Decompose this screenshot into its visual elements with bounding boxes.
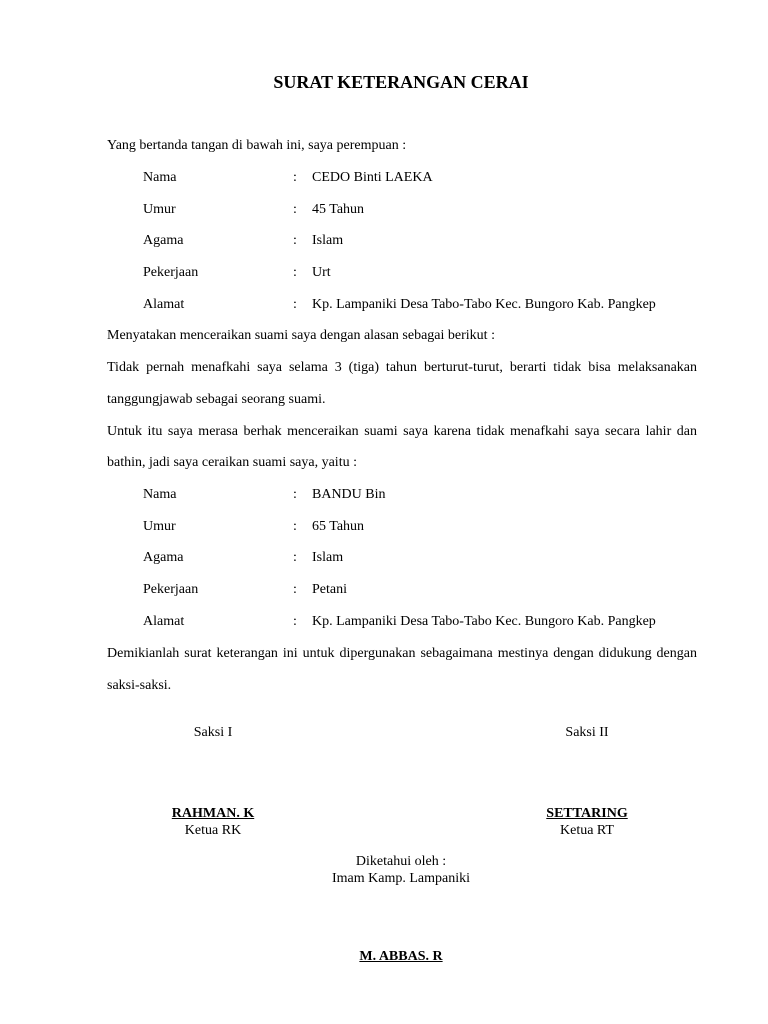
reason-line-2: tanggungjawab sebagai seorang suami. [107, 392, 326, 407]
colon: : [293, 550, 297, 565]
acknowledged-line-2: Imam Kamp. Lampaniki [331, 871, 471, 886]
witness-2-heading: Saksi II [565, 725, 609, 740]
closing-line-1 [107, 644, 697, 664]
colon: : [293, 297, 297, 312]
acknowledged-line-1: Diketahui oleh : [355, 854, 447, 869]
colon: : [293, 487, 297, 502]
husband-religion-value: Islam [312, 550, 344, 565]
declarant-name-label: Nama [143, 170, 177, 185]
witness-1-name: RAHMAN. K [171, 806, 255, 821]
decision-line-1-text: Untuk itu saya merasa berhak menceraikan suami saya karena tidak menafkahi saya secara lahir dan [107, 424, 697, 439]
husband-religion-label: Agama [143, 550, 184, 565]
husband-name-label: Nama [143, 487, 177, 502]
declarant-occupation-value: Urt [312, 265, 331, 280]
decision-line-2: bathin, jadi saya ceraikan suami saya, yaitu : [107, 455, 357, 470]
witness-2-role: Ketua RT [560, 823, 614, 838]
husband-address-value: Kp. Lampaniki Desa Tabo-Tabo Kec. Bungoro Kab. Pangkep [312, 614, 656, 629]
imam-signature [321, 948, 481, 965]
colon: : [293, 202, 297, 217]
declarant-age-value: 45 Tahun [312, 202, 365, 217]
colon: : [293, 265, 297, 280]
declarant-name-value: CEDO Binti LAEKA [312, 170, 433, 185]
witness-1-heading: Saksi I [193, 725, 233, 740]
husband-address-label: Alamat [143, 614, 185, 629]
declarant-address-label: Alamat [143, 297, 185, 312]
statement-text: Menyatakan menceraikan suami saya dengan alasan sebagai berikut : [107, 328, 495, 343]
colon: : [293, 233, 297, 248]
acknowledged-block [301, 853, 501, 887]
witness-2-name: SETTARING [546, 806, 628, 821]
declarant-address-value: Kp. Lampaniki Desa Tabo-Tabo Kec. Bungoro Kab. Pangkep [312, 297, 656, 312]
husband-name-value: BANDU Bin [312, 487, 386, 502]
colon: : [293, 582, 297, 597]
husband-age-value: 65 Tahun [312, 519, 365, 534]
declarant-age-label: Umur [143, 202, 176, 217]
imam-name: M. ABBAS. R [359, 949, 443, 964]
colon: : [293, 614, 297, 629]
declarant-occupation-label: Pekerjaan [143, 265, 199, 280]
closing-line-2: saksi-saksi. [107, 678, 172, 693]
colon: : [293, 519, 297, 534]
husband-age-label: Umur [143, 519, 176, 534]
reason-line-1-text: Tidak pernah menafkahi saya selama 3 (tiga) tahun berturut-turut, berarti tidak bisa melaksanakan [107, 360, 697, 375]
document-title: SURAT KETERANGAN CERAI [273, 72, 529, 92]
reason-line-1 [107, 358, 697, 378]
witness-2-signature [517, 805, 657, 839]
husband-occupation-value: Petani [312, 582, 347, 597]
witness-1-signature [143, 805, 283, 839]
husband-occupation-label: Pekerjaan [143, 582, 199, 597]
witness-1-role: Ketua RK [184, 823, 242, 838]
intro-text: Yang bertanda tangan di bawah ini, saya perempuan : [107, 138, 407, 153]
closing-line-1-text: Demikianlah surat keterangan ini untuk dipergunakan sebagaimana mestinya dengan didukung dengan [107, 646, 697, 661]
declarant-religion-label: Agama [143, 233, 184, 248]
declarant-religion-value: Islam [312, 233, 344, 248]
decision-line-1 [107, 422, 697, 442]
colon: : [293, 170, 297, 185]
